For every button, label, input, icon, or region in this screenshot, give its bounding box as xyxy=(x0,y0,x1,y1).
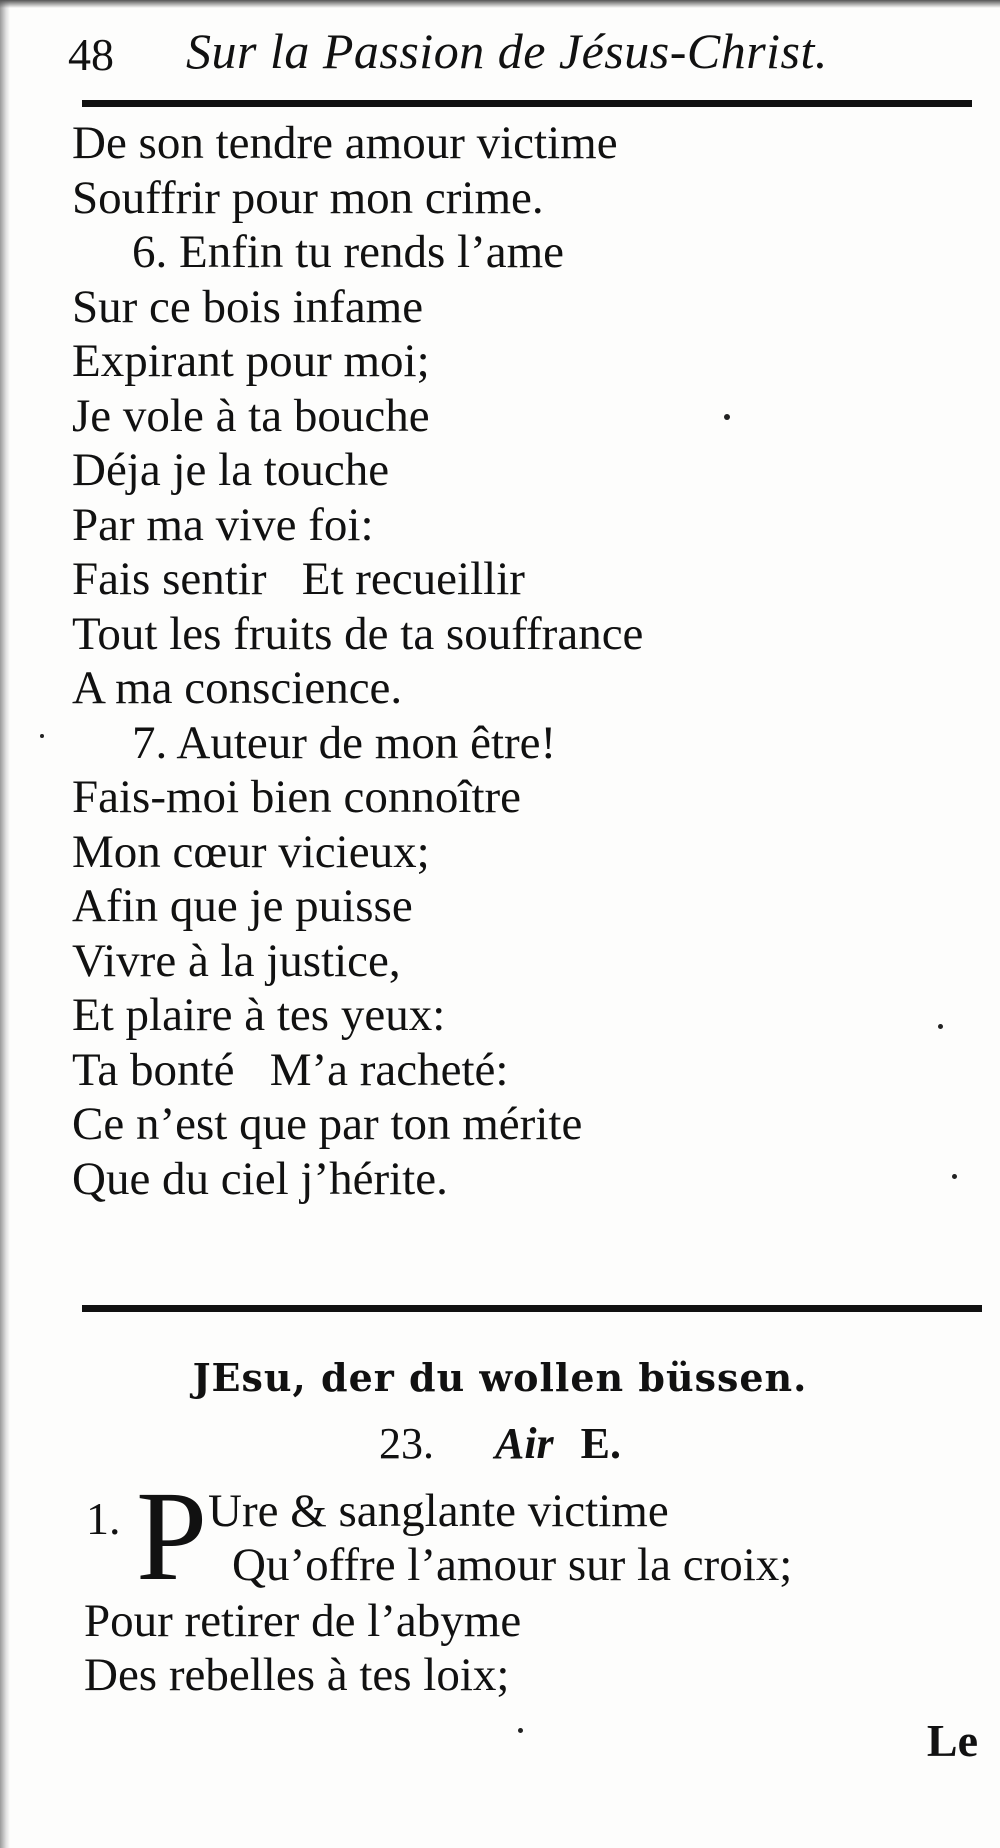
hymn-line: Ure & sanglante victime xyxy=(208,1485,669,1537)
verse-block xyxy=(72,116,952,1206)
page-number: 48 xyxy=(68,29,114,80)
hymn-heading xyxy=(0,1418,1000,1469)
verse-line: Vivre à la justice, xyxy=(72,934,401,987)
running-title: Sur la Passion de Jésus-Christ. xyxy=(186,23,828,79)
verse-line: De son tendre amour victime xyxy=(72,117,618,169)
hymn-line: Des rebelles à tes loix; xyxy=(84,1649,510,1701)
drop-cap: P xyxy=(136,1465,208,1607)
verse-line: Et plaire à tes yeux: xyxy=(72,989,446,1041)
verse-line: 7. Auteur de mon être! xyxy=(132,716,557,769)
catchword: Le xyxy=(926,1715,978,1766)
ink-speck xyxy=(724,414,730,420)
hymn-line: Pour retirer de l’abyme xyxy=(84,1595,522,1647)
verse-line: Déja je la touche xyxy=(72,444,390,496)
verse-line: Afin que je puisse xyxy=(72,880,413,932)
ink-speck xyxy=(40,734,44,738)
verse-line: Sur ce bois infame xyxy=(72,280,424,333)
hymn-line: Qu’offre l’amour sur la croix; xyxy=(232,1539,793,1591)
hymn-verse xyxy=(80,1465,960,1724)
air-key: E. xyxy=(580,1419,622,1468)
verse-line: Souffrir pour mon crime. xyxy=(72,171,544,224)
header-rule xyxy=(82,100,972,107)
verse-line: Mon cœur vicieux; xyxy=(72,825,430,878)
page-header xyxy=(68,22,968,92)
section-rule xyxy=(82,1305,982,1312)
verse-line: Tout les fruits de ta souffrance xyxy=(72,607,644,660)
air-label: Air xyxy=(494,1419,554,1468)
ink-speck xyxy=(952,1174,957,1179)
verse-line: Expirant pour moi; xyxy=(72,335,430,387)
verse-line: Je vole à ta bouche xyxy=(72,389,430,442)
page-binding-edge xyxy=(0,0,10,1848)
verse-line: Par ma vive foi: xyxy=(72,498,374,551)
melody-heading: JEsu, der du wollen büssen. xyxy=(192,1355,808,1400)
verse-number: 1. xyxy=(86,1493,121,1544)
ink-speck xyxy=(938,1024,943,1029)
verse-line: 6. Enfin tu rends l’ame xyxy=(132,226,565,278)
verse-line: Que du ciel j’hérite. xyxy=(72,1152,448,1205)
verse-line: Ce n’est que par ton mérite xyxy=(72,1098,583,1150)
page-top-edge xyxy=(0,0,1000,8)
verse-line: Fais-moi bien connoître xyxy=(72,771,522,823)
verse-line: Fais sentir Et recueillir xyxy=(72,553,525,605)
verse-line: A ma conscience. xyxy=(72,662,403,714)
verse-line: Ta bonté M’a racheté: xyxy=(72,1043,509,1096)
hymn-number: 23. xyxy=(378,1419,434,1468)
ink-speck xyxy=(518,1728,523,1733)
